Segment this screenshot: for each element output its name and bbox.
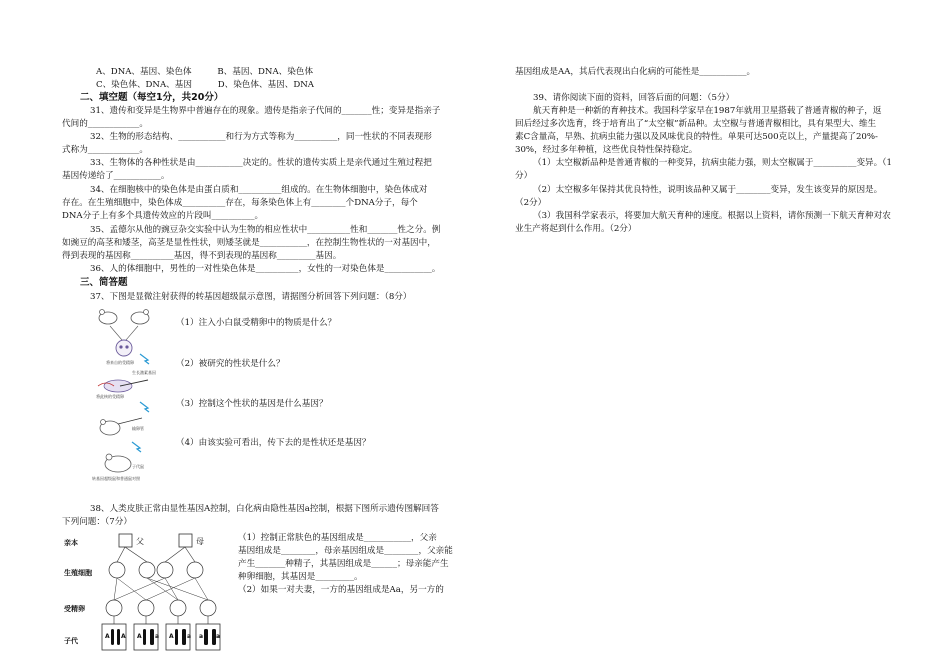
father-label: 父 bbox=[136, 537, 144, 546]
row-label-offspring: 子代 bbox=[64, 637, 78, 645]
option-line-cd: C、染色体、DNA、基因 D、染色体、基因、DNA bbox=[96, 80, 314, 90]
fertilized-egg-icon bbox=[116, 340, 132, 356]
question-37-sub-2: （2）被研究的性状是什么？ bbox=[176, 359, 285, 369]
gamete-circle bbox=[109, 562, 125, 578]
transgenic-mouse-figure bbox=[88, 302, 168, 482]
question-39-sub-3: （3）我国科学家表示，将要加大航天育种的速度。根据以上资料，请你预测一下航天育种对农 bbox=[533, 211, 891, 221]
zygote-circle bbox=[200, 600, 216, 616]
question-35-line-1: 35、孟德尔从他的豌豆杂交实验中认为生物的相应性状中__________性和_______性之分。例 bbox=[90, 225, 441, 235]
passage-line-1: 航天育种是一种新的育种技术。我国科学家早在1987年就用卫星搭载了普通青椒的种子，返 bbox=[533, 106, 882, 116]
gamete-circle bbox=[157, 562, 173, 578]
question-38-text-5: （2）如果一对夫妻，一方的基因组成是Aa，另一方的 bbox=[238, 585, 444, 595]
svg-text:转基因超级鼠和普通鼠对照: 转基因超级鼠和普通鼠对照 bbox=[92, 476, 140, 481]
mother-square bbox=[179, 534, 192, 547]
question-38-intro-line-2: 下列问题：（7分） bbox=[62, 517, 132, 527]
question-38-text-3: 产生_______种精子，其基因组成是______；母亲能产生 bbox=[238, 559, 449, 569]
svg-text:将来自的受精卵: 将来自的受精卵 bbox=[106, 360, 134, 365]
inheritance-diagram bbox=[64, 530, 239, 658]
question-31-line-2: 代间的____________。 bbox=[62, 119, 148, 129]
passage-line-4: 30%，经过多年种植，这些优良特性保持稳定。 bbox=[515, 145, 698, 155]
passage-line-3: 素C含量高，早熟、抗病虫能力强以及风味优良的特性。单果可达500克以上，产量提高了20%- bbox=[515, 132, 878, 142]
question-37-sub-4: （4）由该实验可看出，传下去的是性状还是基因？ bbox=[176, 438, 371, 448]
svg-text:输卵管: 输卵管 bbox=[132, 426, 144, 431]
gene-label: A bbox=[121, 633, 126, 640]
question-38-continued: 基因组成是AA，其后代表现出白化病的可能性是___________。 bbox=[515, 67, 756, 77]
svg-text:生长激素基因: 生长激素基因 bbox=[132, 370, 156, 375]
gene-label: A bbox=[169, 633, 174, 640]
question-33-line-2: 基因传递给了___________。 bbox=[62, 171, 170, 181]
question-32-line-2: 式称为____________。 bbox=[62, 145, 148, 155]
question-38-text-1: （1）控制正常肤色的基因组成是___________，父亲 bbox=[238, 533, 437, 543]
section-short-answer-title: 三、简答题 bbox=[80, 277, 128, 288]
svg-text:将此核的受精卵: 将此核的受精卵 bbox=[96, 394, 124, 399]
question-35-line-2: 如豌豆的高茎和矮茎，高茎是显性性状，则矮茎就是___________，在控制生物性状的一对基因中， bbox=[62, 238, 436, 248]
option-line-ab: A、DNA、基因、染色体 B、基因、DNA、染色体 bbox=[96, 67, 314, 77]
question-38-intro-line-1: 38、人类皮肤正常由显性基因A控制，白化病由隐性基因a控制，根据下图所示遗传图解回答 bbox=[90, 504, 439, 514]
gene-label: a bbox=[199, 633, 204, 640]
zygote-circle bbox=[170, 600, 186, 616]
question-37-intro: 37、下图是显微注射获得的转基因超级鼠示意图，请据图分析回答下列问题：（8分） bbox=[90, 292, 412, 302]
gene-label: a bbox=[187, 633, 192, 640]
row-label-zygote: 受精卵 bbox=[64, 605, 85, 613]
question-38-text-2: 基因组成是________，母亲基因组成是________，父亲能 bbox=[238, 546, 453, 556]
zygote-circle bbox=[106, 600, 122, 616]
question-39-intro: 39、请你阅读下面的资料，回答后面的问题：（5分） bbox=[533, 93, 735, 103]
question-37-sub-3: （3）控制这个性状的基因是什么基因？ bbox=[176, 399, 328, 409]
question-31-line-1: 31、遗传和变异是生物界中普遍存在的现象。遗传是指亲子代间的_______性；变异是指亲子 bbox=[90, 106, 441, 116]
question-37-sub-1: （1）注入小白鼠受精卵中的物质是什么？ bbox=[176, 318, 337, 328]
question-39-sub-3-cont: 业生产将起到什么作用。（2分） bbox=[515, 224, 637, 234]
question-32-line-1: 32、生物的形态结构、___________和行为方式等称为__________，同一性状的不同表现形 bbox=[90, 132, 432, 142]
gene-label: a bbox=[216, 633, 221, 640]
row-label-parents: 亲本 bbox=[64, 539, 78, 547]
question-34-line-3: DNA分子上有多个具遗传效应的片段叫__________。 bbox=[62, 211, 264, 221]
father-square bbox=[119, 534, 132, 547]
question-39-sub-2-cont: （2分） bbox=[515, 198, 547, 208]
section-fill-blank-title: 二、填空题（每空1分，共20分） bbox=[80, 92, 224, 103]
gamete-circle bbox=[187, 562, 203, 578]
svg-text:子代鼠: 子代鼠 bbox=[132, 464, 144, 469]
question-33-line-1: 33、生物体的各种性状是由___________决定的。性状的遗传实质上是亲代通过生殖过程把 bbox=[90, 158, 432, 168]
question-36: 36、人的体细胞中，男性的一对性染色体是__________，女性的一对染色体是___________。 bbox=[90, 264, 441, 274]
gene-label: a bbox=[155, 633, 160, 640]
gamete-circle bbox=[139, 562, 155, 578]
question-39-sub-1: （1）太空椒新品种是普通青椒的一种变异，抗病虫能力强，则太空椒属于__________变异。（1 bbox=[533, 158, 892, 168]
question-35-line-3: 得到表现的基因称__________基因，得不到表现的基因称_________基因。 bbox=[62, 251, 342, 261]
question-39-sub-2: （2）太空椒多年保持其优良特性，说明该品种又属于________变异，发生该变异的原因是。 bbox=[533, 185, 883, 195]
question-38-text-4: 种卵细胞，其基因是_________。 bbox=[238, 572, 363, 582]
zygote-circle bbox=[138, 600, 154, 616]
gene-label: A bbox=[137, 633, 142, 640]
row-label-gametes: 生殖细胞 bbox=[64, 569, 92, 577]
question-39-sub-1-cont: 分） bbox=[515, 171, 533, 181]
passage-line-2: 回后经过多次选育，终于培育出了“太空椒”新品种。太空椒与普通青椒相比，具有果型大、维生 bbox=[515, 119, 877, 129]
question-34-line-1: 34、在细胞核中的染色体是由蛋白质和__________组成的。在生物体细胞中，染色体成对 bbox=[90, 185, 428, 195]
gene-label: A bbox=[105, 633, 110, 640]
mother-label: 母 bbox=[196, 537, 204, 546]
question-34-line-2: 存在。在生殖细胞中，染色体成__________存在，每条染色体上有________个DNA分子，每个 bbox=[62, 198, 418, 208]
